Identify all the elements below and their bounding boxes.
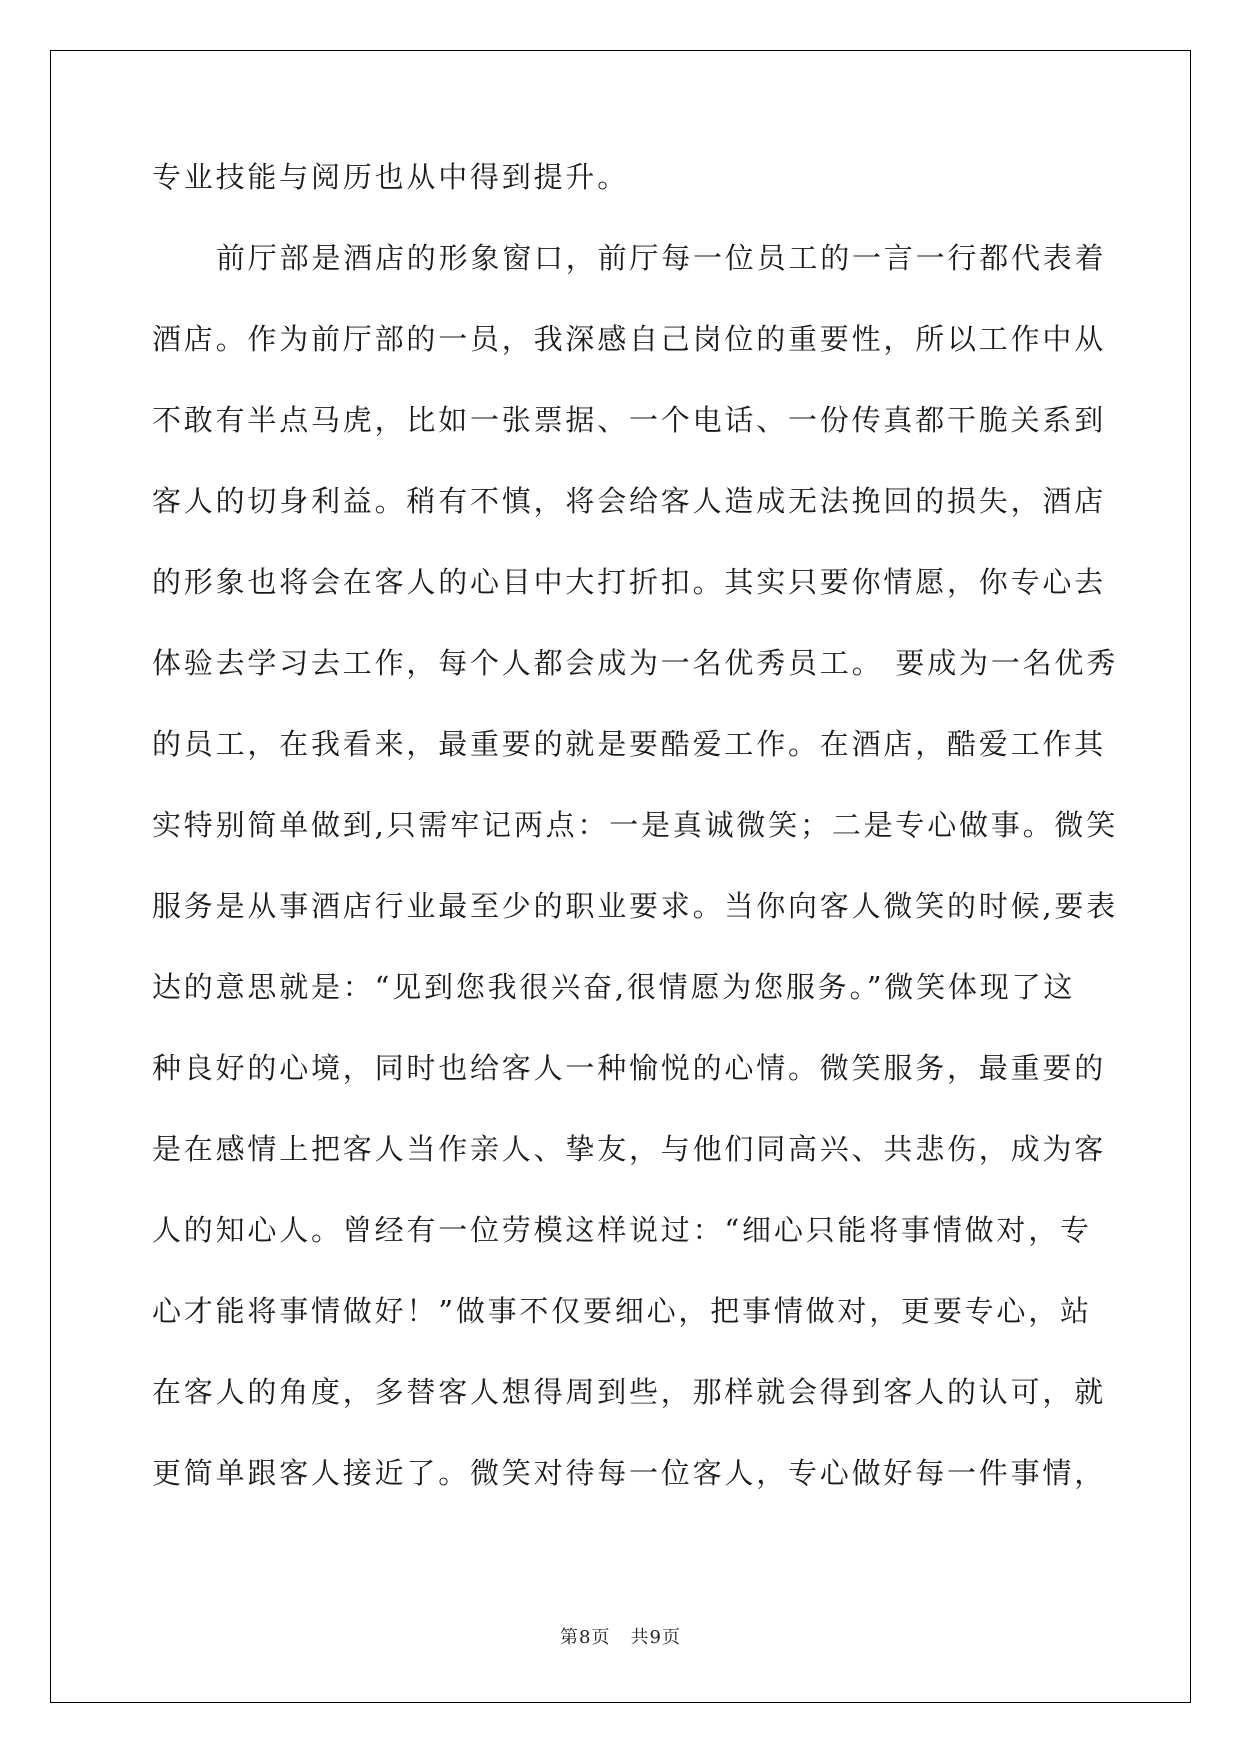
text-line: 实特别简单做到,只需牢记两点：一是真诚微笑；二是专心做事。微笑 xyxy=(152,808,1119,842)
text-line: 前厅部是酒店的形象窗口，前厅每一位员工的一言一行都代表着 xyxy=(216,241,1107,275)
text-line: 更简单跟客人接近了。微笑对待每一位客人，专心做好每一件事情， xyxy=(152,1456,1107,1490)
page-footer xyxy=(0,1623,1241,1649)
text-line: 客人的切身利益。稍有不慎，将会给客人造成无法挽回的损失，酒店 xyxy=(152,484,1107,518)
current-page-number: 第8页 xyxy=(560,1627,611,1648)
text-line: 不敢有半点马虎，比如一张票据、一个电话、一份传真都干脆关系到 xyxy=(152,403,1107,437)
text-line: 是在感情上把客人当作亲人、挚友，与他们同高兴、共悲伤，成为客 xyxy=(152,1132,1107,1166)
text-line: 在客人的角度，多替客人想得周到些，那样就会得到客人的认可，就 xyxy=(152,1375,1107,1409)
text-line: 人的知心人。曾经有一位劳模这样说过：“细心只能将事情做对，专 xyxy=(152,1213,1092,1247)
text-line: 的形象也将会在客人的心目中大打折扣。其实只要你情愿，你专心去 xyxy=(152,565,1107,599)
text-line: 服务是从事酒店行业最至少的职业要求。当你向客人微笑的时候,要表 xyxy=(152,889,1119,923)
text-line: 种良好的心境，同时也给客人一种愉悦的心情。微笑服务，最重要的 xyxy=(152,1051,1107,1085)
text-line: 心才能将事情做好！”做事不仅要细心，把事情做对，更要专心，站 xyxy=(152,1294,1092,1328)
text-line: 酒店。作为前厅部的一员，我深感自己岗位的重要性，所以工作中从 xyxy=(152,322,1107,356)
text-line: 达的意思就是：“见到您我很兴奋,很情愿为您服务。”微笑体现了这 xyxy=(152,970,1076,1004)
text-line: 的员工，在我看来，最重要的就是要酷爱工作。在酒店，酷爱工作其 xyxy=(152,727,1107,761)
text-line: 体验去学习去工作，每个人都会成为一名优秀员工。 要成为一名优秀 xyxy=(152,646,1119,680)
total-page-count: 共9页 xyxy=(630,1627,681,1648)
body-text xyxy=(152,157,1119,1534)
text-line: 专业技能与阅历也从中得到提升。 xyxy=(152,160,630,194)
